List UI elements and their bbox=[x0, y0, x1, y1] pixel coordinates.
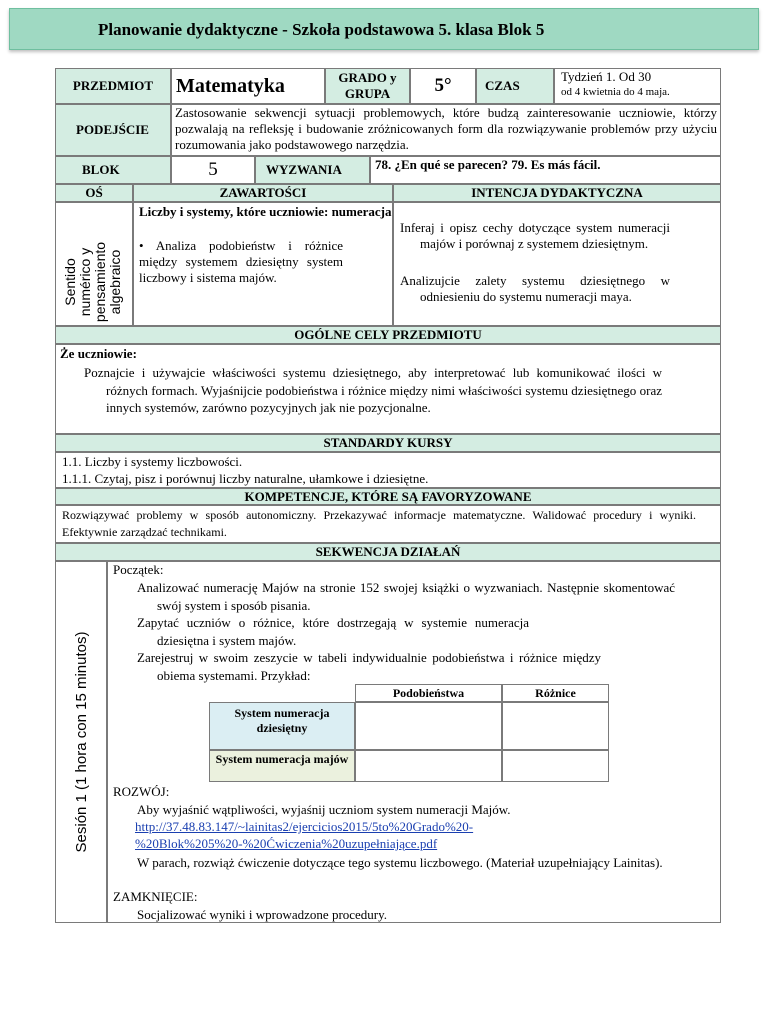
session-cell bbox=[55, 561, 107, 923]
rozwoj-label: ROZWÓJ: bbox=[113, 784, 170, 799]
table-header-roznice: Różnice bbox=[502, 684, 609, 702]
banner-title: Planowanie dydaktyczne - Szkoła podstawowa 5. klasa Blok 5 bbox=[98, 20, 545, 39]
zamkniecie-item1: Socjalizować wyniki i wprowadzone procedury. bbox=[137, 907, 388, 922]
table-cell bbox=[355, 750, 502, 782]
poczatek-item3: Zarejestruj w swoim zeszycie w tabeli indywidualnie podobieństwa i różnice między obiema systemami. Przykład: bbox=[137, 650, 601, 683]
wyzwania-value: 78. ¿En qué se parecen? 79. Es más fácil. bbox=[370, 156, 721, 184]
axis-line3: pensamiento bbox=[92, 241, 108, 323]
session-label: Sesión 1 (1 hora con 15 minutos) bbox=[73, 631, 90, 853]
content-title: Liczby i systemy, które uczniowie: numeracja bbox=[139, 204, 392, 219]
axis-cell bbox=[55, 202, 133, 326]
podejscie-label: PODEJŚCIE bbox=[55, 104, 171, 156]
intencja-cell bbox=[393, 202, 721, 326]
grado-label-text: GRADO y GRUPA bbox=[338, 70, 397, 101]
czas-label: CZAS bbox=[476, 68, 554, 104]
comparison-table bbox=[209, 684, 609, 782]
blok-label: BLOK bbox=[55, 156, 171, 184]
axis-vertical-text bbox=[63, 222, 123, 342]
zamkniecie-label: ZAMKNIĘCIE: bbox=[113, 889, 198, 904]
czas-line2: od 4 kwietnia do 4 maja. bbox=[561, 86, 670, 98]
rozwoj-item2: W parach, rozwiąż ćwiczenie dotyczące tego systemu liczbowego. (Materiał uzupełniający Lainitas). bbox=[137, 855, 663, 870]
poczatek-item2: Zapytać uczniów o różnice, które dostrzegają w systemie numeracja dziesiętna i system majów. bbox=[137, 615, 529, 648]
standardy-line1: 1.1. Liczby i systemy liczbowości. bbox=[62, 454, 243, 469]
standardy-header: STANDARDY KURSY bbox=[55, 434, 721, 452]
axis-line1: Sentido bbox=[62, 258, 78, 306]
grado-label bbox=[325, 68, 410, 104]
rozwoj-item1: Aby wyjaśnić wątpliwości, wyjaśnij uczniom system numeracji Majów. bbox=[137, 802, 511, 817]
table-row1-label: System numeracja dziesiętny bbox=[209, 702, 355, 750]
poczatek-item1: Analizować numerację Majów na stronie 152 swojej książki o wyzwaniach. Następnie skomentować swój system i sposób pisania. bbox=[137, 580, 675, 613]
content-bullet: • Analiza podobieństw i różnice między systemem dziesiętny system liczbowy i sistema majów. bbox=[139, 238, 343, 285]
os-header: OŚ bbox=[55, 184, 133, 202]
intencja-header: INTENCJA DYDAKTYCZNA bbox=[393, 184, 721, 202]
axis-line2: numérico y bbox=[77, 247, 93, 317]
intencja-item1: Inferaj i opisz cechy dotyczące system numeracji majów i porównaj z systemem dziesiętnym. bbox=[400, 220, 670, 251]
sekwencja-cell bbox=[107, 561, 721, 923]
intencja-item2: Analizujcie zalety systemu dziesiętnego w odniesieniu do systemu numeracji maya. bbox=[400, 273, 670, 304]
kompetencje-cell bbox=[55, 505, 721, 543]
standardy-line2: 1.1.1. Czytaj, pisz i porównuj liczby naturalne, ułamkowe i dziesiętne. bbox=[62, 471, 429, 486]
poczatek-label: Początek: bbox=[113, 562, 164, 577]
table-cell bbox=[502, 702, 609, 750]
ogolne-text: Poznajcie i używajcie właściwości systemu dziesiętnego, aby interpretować lub komunikować ilości w różnych formach. Wyjaśnijcie podobieństwa i różnice między nimi właściwości systemu dziesiętnego oraz innych systemów, zarówno pozycyjnych jak nie pozycjonalne. bbox=[84, 365, 662, 415]
table-cell bbox=[355, 702, 502, 750]
ogolne-header: OGÓLNE CELY PRZEDMIOTU bbox=[55, 326, 721, 344]
table-cell bbox=[502, 750, 609, 782]
podejscie-text: Zastosowanie sekwencji sytuacji problemowych, które budzą zainteresowanie uczniowie, którzy pozwalają na refleksję i budowanie zróżnicowanych form dla rozwiązywanie problemów przy użyciu rozumowania jako podstawowego narzędzia. bbox=[171, 104, 721, 156]
zawartosci-header: ZAWARTOŚCI bbox=[133, 184, 393, 202]
table-header-podobienstwa: Podobieństwa bbox=[355, 684, 502, 702]
wyzwania-label: WYZWANIA bbox=[255, 156, 370, 184]
czas-line1: Tydzień 1. Od 30 bbox=[561, 69, 652, 84]
ogolne-cell bbox=[55, 344, 721, 434]
exercise-link-line2[interactable]: %20Blok%205%20-%20Ćwiczenia%20uzupełniające.pdf bbox=[135, 836, 438, 851]
standardy-cell bbox=[55, 452, 721, 488]
ogolne-lead: Że uczniowie: bbox=[60, 346, 137, 361]
czas-value bbox=[554, 68, 721, 104]
table-row2-label: System numeracja majów bbox=[209, 750, 355, 782]
grado-value: 5° bbox=[410, 68, 476, 104]
sekwencja-header: SEKWENCJA DZIAŁAŃ bbox=[55, 543, 721, 561]
page-banner bbox=[9, 8, 759, 50]
przedmiot-label: PRZEDMIOT bbox=[55, 68, 171, 104]
axis-line4: algebraico bbox=[107, 249, 123, 315]
kompetencje-text: Rozwiązywać problemy w sposób autonomiczny. Przekazywać informacje matematyczne. Walidować procedury i wyniki. Efektywnie zarządzać technikami. bbox=[62, 508, 696, 539]
content-cell bbox=[133, 202, 393, 326]
kompetencje-header: KOMPETENCJE, KTÓRE SĄ FAVORYZOWANE bbox=[55, 488, 721, 505]
exercise-link-line1[interactable]: http://37.48.83.147/~lainitas2/ejercicios2015/5to%20Grado%20- bbox=[135, 819, 474, 834]
przedmiot-value: Matematyka bbox=[171, 68, 325, 104]
blok-value: 5 bbox=[171, 156, 255, 184]
